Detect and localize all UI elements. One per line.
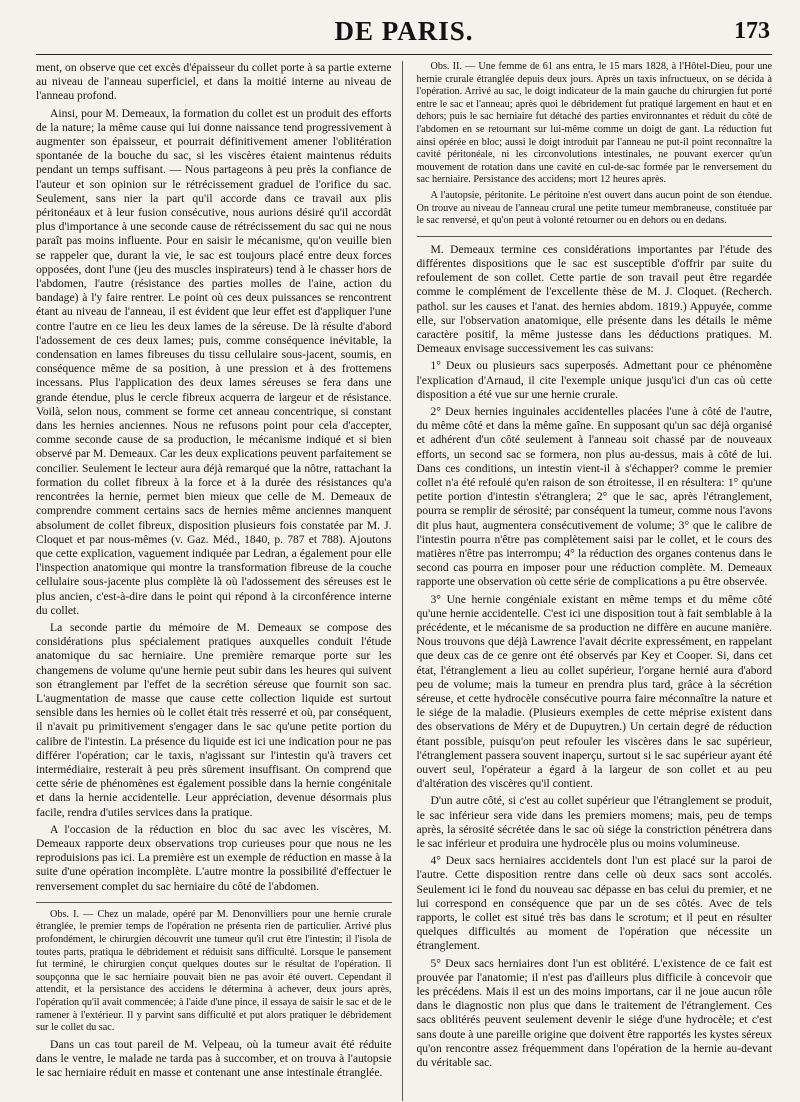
- paragraph: ment, on observe que cet excès d'épaisseur du collet porte à sa partie externe au niveau de l'anneau superficiel, et dans la moitié interne au niveau de l'anneau profond.: [36, 61, 392, 103]
- paragraph: 3° Une hernie congéniale existant en même temps et du même côté qu'une hernie accidentelle. C'est ici une disposition tout à fait semblable à la précédente, et le mécanisme de sa production ne diffère en aucune manière. Nous trouvons que déjà Lawrence l'avait décrite expressément, en rappelant que deux cas de ce genre ont été observés par Key et Cooper. Si, dans cet état, l'étranglement a lieu au collet supérieur, l'organe hernié aura d'abord peu de volume; mais la tumeur en prendra plus tard, grâce à la sécrétion séreuse, et cette hydrocèle consécutive pourra faire méconnaître la nature et le siége de la maladie. (Plusieurs exemples de cette méprise existent dans des observations de Méry et de Dupuytren.) Un certain degré de réduction étant possible, puisqu'on peut refouler les viscères dans le sac supérieur, l'étranglement passera souvent inaperçu, surtout si le sac supérieur ayant été ouvert seul, l'opérateur a égard à la largeur de son collet et au peu d'altération des viscères qu'il contient.: [416, 592, 772, 791]
- paragraph: Ainsi, pour M. Demeaux, la formation du collet est un produit des efforts de la nature; la même cause qui lui donne naissance tend progressivement à augmenter son épaisseur, et pourrait définitivement amener l'oblitération spontanée de la bouche du sac, si les viscères étaient maintenus réduits pendant un temps suffisant. — Nous partageons à peu près la confiance de l'auteur et son opinion sur le rétrécissement graduel de l'orifice du sac. Seulement, sans nier la part qu'il accorde dans ce travail aux plis péritonéaux et à leur fusion consécutive, nous aurions désiré qu'il accordât plus d'importance à une seconde cause de rétrécissement du sac qui ne nous paraît pas moins influente. Pour en saisir le mécanisme, qu'on veuille bien se rappeler que, durant la vie, le sac est toujours placé entre deux forces opposées, dont l'une (jeu des muscles inspirateurs) tend à le chasser hors de l'abdomen, l'autre (résistance des parties molles de l'aine, action du bandage) à l'y faire rentrer. Le point où ces deux puissances se rencontrent étant au niveau de l'anneau, il est évident que leur effet est d'appliquer l'une contre l'autre en ce lieu les deux lames de la séreuse. De là résulte d'abord l'adossement de ces deux lames; puis, comme conséquence inévitable, la condensation en lames fibreuses du tissu cellulaire sous-jacent, soumis, en conséquence même de sa position, à une pression et à des frottemens incessans. Plus l'application des deux lames séreuses se fera dans une grande étendue, plus le cercle fibreux acquerra de largeur et de résistance. Voilà, selon nous, comment se forme cet anneau concentrique, si constant dans les hernies anciennes. Nous ne refusons point pour cela d'accepter, comme seconde cause de sa production, le mécanisme indiqué et si bien observé par M. Demeaux. Car les deux explications peuvent parfaitement se concilier. Seulement le lecteur aura déjà remarqué que la nôtre, rattachant la formation du collet fibreux à la force et à la durée des résistances qu'a rencontrées la hernie, permet bien mieux que celle de M. Demeaux de comprendre comment certains sacs de hernies même anciennes manquent absolument de collet fibreux, disposition plusieurs fois constatée par M. J. Cloquet et par nous-mêmes (v. Gaz. Méd., 1840, p. 787 et 788). Ajoutons que cette explication, vaguement indiquée par Ledran, a également pour elle l'inspection anatomique qui montre la transformation fibreuse de la couche cellulaire sous-jacente plus complète là où l'adossement des séreuses est le plus ancien, c'est-à-dire dans le point qui répond à la circonférence interne du collet.: [36, 106, 392, 617]
- left-column: [36, 61, 403, 1101]
- paragraph: 5° Deux sacs herniaires dont l'un est oblitéré. L'existence de ce fait est prouvée par l'anatomie; il n'est pas d'ailleurs plus difficile à concevoir que les précédens. Mais il est un des moins importans, car il ne joue aucun rôle dans le diagnostic non plus que dans le traitement de l'étranglement. Ces sacs oblitérés peuvent seulement devenir le siége d'une hydrocèle; et c'est sans doute à une pareille origine que doivent être rapportés les kystes séreux qu'on rencontre assez fréquemment dans l'opération de la hernie au-devant du véritable sac.: [416, 956, 772, 1070]
- paragraph: Dans un cas tout pareil de M. Velpeau, où la tumeur avait été réduite dans le ventre, le malade ne tarda pas à succomber, et on trouva à l'autopsie le sac herniaire réduit en masse et contenant une anse intestinale étranglée.: [36, 1037, 392, 1080]
- observation-paragraph: Obs. I. — Chez un malade, opéré par M. Denonvilliers pour une hernie crurale étranglée, le premier temps de l'opération ne présenta rien de particulier. Arrivé plus profondément, le chirurgien découvrit une tumeur qu'il crut être l'intestin; il l'isola de toutes parts, pratiqua le débridement et réduisit sans difficulté. Lorsque le pansement fut terminé, le chirurgien conçut quelques doutes sur le résultat de l'opération. Il soupçonna que le sac herniaire pouvait bien ne pas avoir été ouvert. Cependant il attendit, et la persistance des accidens le détermina à achever, deux jours après, l'opération qu'il avait commencée; à l'aide d'une pince, il essaya de saisir le sac et de le ramener à l'extérieur. Il y parvint sans difficulté et put alors pratiquer le débridement sur le collet du sac.: [36, 908, 392, 1034]
- observation-paragraph: Obs. II. — Une femme de 61 ans entra, le 15 mars 1828, à l'Hôtel-Dieu, pour une hernie crurale étranglée depuis deux jours. Après un taxis infructueux, on se décida à l'opération. Arrivé au sac, le doigt indicateur de la main gauche du chirurgien fut porté entre le sac et l'anneau; après quoi le débridement fut pratiqué largement en haut et en dehors; puis le sac herniaire fut détaché des parties environnantes et réduit du côté de l'abdomen en se retournant sur lui-même comme un doigt de gant. La réduction fut ainsi opérée en bloc; aussi le doigt introduit par l'anneau ne put-il point reconnaître la cavité péritonéale, ni les circonvolutions intestinales, ne pouvant exercer qu'un mouvement de rotation dans une cavité en cul-de-sac formée par le renversement du sac herniaire. Persistance des accidens; mort 12 heures après.: [416, 61, 772, 186]
- paragraph: 4° Deux sacs herniaires accidentels dont l'un est placé sur la paroi de l'autre. Cette disposition rentre dans celle où deux sacs sont accolés. Seulement ici le fond du nouveau sac dépasse en bas celui du premier, et ne lui correspond en conséquence que par un de ses côtés. Avec de tels rapports, le collet est situé très bas dans le scrotum; et il peut en résulter quelques difficultés au moment de l'opération que nécessite un étranglement.: [416, 854, 772, 953]
- paragraph: A l'occasion de la réduction en bloc du sac avec les viscères, M. Demeaux rapporte deux observations trop curieuses pour que nous ne les reproduisions pas ici. La première est un exemple de réduction en masse à la suite d'une opération incomplète. L'autre montre la possibilité d'effectuer le renversement complet du sac herniaire du côté de l'abdomen.: [36, 822, 392, 893]
- text-columns: [36, 61, 772, 1101]
- observation-paragraph: A l'autopsie, péritonite. Le péritoine n'est ouvert dans aucun point de son étendue. On trouve au niveau de l'anneau crural une petite tumeur membraneuse, constituée par le sac renversé, et qu'on peut à volonté retourner ou en dehors ou en dedans.: [416, 189, 772, 227]
- paragraph: 2° Deux hernies inguinales accidentelles placées l'une à côté de l'autre, du même côté et dans la même gaîne. En supposant qu'un sac déjà organisé et adhérent d'un côté seulement à l'anneau soit chassé par de nouveaux efforts, un second sac se formera, non plus au-dessus, mais à côté de lui. Dans ces conditions, un intestin vient-il à s'échapper? comme le premier collet n'a été refoulé qu'en raison de son étroitesse, il en résultera: 1° qu'une petite portion d'intestin s'étranglera; 2° que le sac, après l'étranglement, pourra se remplir de sérosité; par conséquent la tumeur, comme nous l'avons dit plus haut, augmentera consécutivement de volume; 3° que le calibre de l'intestin pourra n'être pas complètement saisi par le collet, et le cours des matières n'être pas interrompu; 4° la réduction des organes contenus dans le second cas pourra en imposer pour une réduction complète. M. Demeaux rapporte une observation où cette série de complications a pu être observée.: [416, 404, 772, 589]
- right-column: [417, 61, 773, 1101]
- paragraph: M. Demeaux termine ces considérations importantes par l'étude des différentes dispositions que le sac est susceptible d'offrir par suite du refoulement de son collet. Cette partie de son travail peut être regardée comme le complément de l'excellente thèse de M. J. Cloquet. (Recherch. pathol. sur les causes et l'anat. des hernies abdom. 1819.) Appuyée, comme elle, sur l'observation anatomique, elle présente dans les détails le même caractère positif, la même justesse dans les déductions pratiques. M. Demeaux envisage successivement les cas suivans:: [416, 242, 772, 356]
- running-title: DE PARIS.: [334, 16, 474, 46]
- section-divider: [417, 236, 773, 237]
- paragraph: 1° Deux ou plusieurs sacs superposés. Admettant pour ce phénomène l'explication d'Arnaud, il cite l'exemple unique jusqu'ici d'un cas où cette disposition a été vue sur une hernie crurale.: [416, 359, 772, 401]
- page-number: 173: [734, 18, 770, 44]
- section-divider: [36, 902, 392, 903]
- paragraph: La seconde partie du mémoire de M. Demeaux se compose des considérations plus spécialement pratiques auxquelles conduit l'étude anatomique du sac herniaire. Une première remarque porte sur les changemens de volume qu'une hernie peut subir dans les heures qui suivent son étranglement par l'effet de la secrétion séreuse que fournit son sac. L'augmentation de masse que cause cette collection liquide est surtout sensible dans les hernies où le collet était très resserré et où, par conséquent, il n'avait pu primitivement s'engager dans le sac qu'une petite portion du calibre de l'intestin. La présence du liquide est ici une indication pour ne pas différer l'opération; car le taxis, n'agissant sur l'intestin qu'à travers cet intermédiaire, resterait à peu près sûrement insuffisant. On comprend que cette série de phénomènes est également possible dans la hernie congénitale et dans la hernie accidentelle. Leur appréciation, devenue désormais plus facile, rendra d'utiles services dans la pratique.: [36, 620, 392, 819]
- page-header: [36, 14, 772, 55]
- paragraph: D'un autre côté, si c'est au collet supérieur que l'étranglement se produit, le sac inférieur sera vide dans les premiers momens; mais, peu de temps après, la sérosité sécrétée dans le sac où siége la constriction pénétrera dans le sac inférieur et produira une hydrocèle plus ou moins volumineuse.: [416, 794, 772, 851]
